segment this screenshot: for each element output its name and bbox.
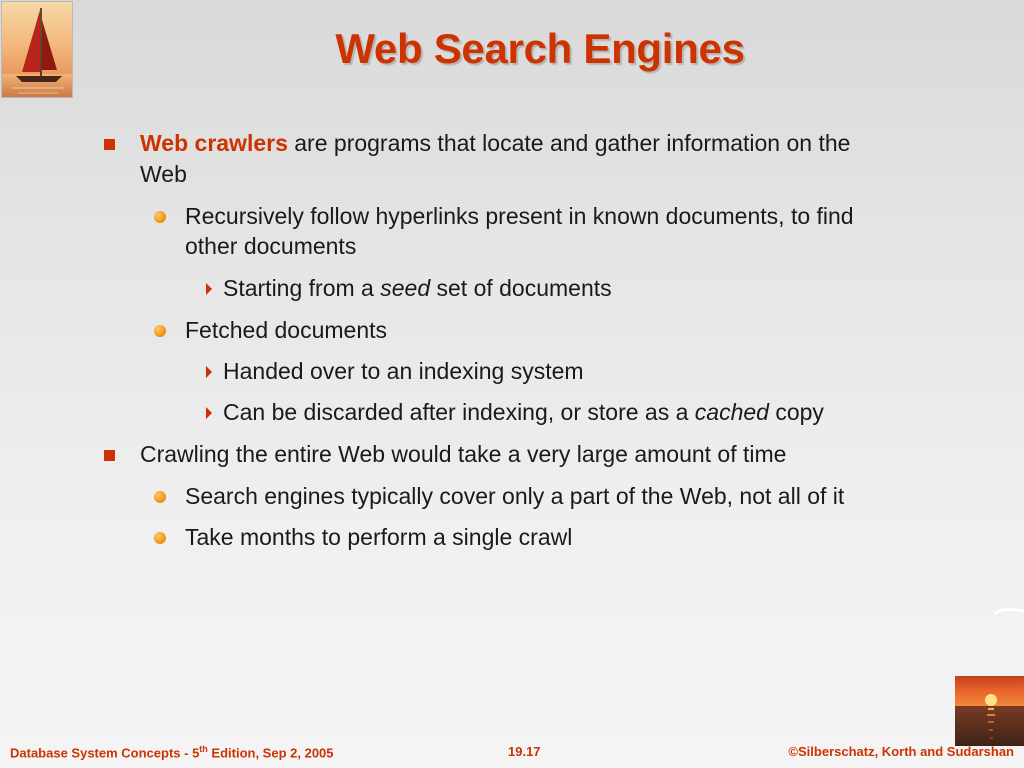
bullet-text: other documents — [185, 233, 357, 259]
bullet-line — [185, 522, 572, 552]
bullet-line — [185, 201, 854, 231]
bullet-text: Can be discarded after indexing, or store as a — [223, 399, 695, 425]
triangle-bullet-icon — [206, 407, 212, 419]
bullet-text: set of documents — [430, 275, 612, 301]
footer-superscript: th — [199, 744, 208, 754]
bullet-text: Fetched documents — [185, 317, 388, 343]
triangle-bullet-icon — [206, 283, 212, 295]
bullet-text: Web — [140, 161, 187, 187]
bullet-text: copy — [768, 399, 824, 425]
round-bullet-icon — [154, 491, 166, 503]
square-bullet-icon — [104, 450, 115, 461]
term-web-crawlers: Web crawlers — [140, 130, 288, 156]
footer-text: Edition, Sep 2, 2005 — [207, 745, 334, 761]
footer-book-info — [10, 744, 334, 760]
bullet-text: Take months to perform a single crawl — [185, 524, 573, 550]
bullet-text: are programs that locate and gather information on the — [287, 130, 851, 156]
round-bullet-icon — [154, 532, 166, 544]
bullet-line — [140, 128, 850, 158]
bullet-line — [223, 397, 824, 427]
bullet-line — [185, 315, 387, 345]
bullet-text: Handed over to an indexing system — [223, 358, 584, 384]
footer-copyright: ©Silberschatz, Korth and Sudarshan — [788, 744, 1014, 759]
bullet-text: Crawling the entire Web would take a very large amount of time — [140, 441, 787, 467]
bullet-line — [140, 159, 187, 189]
bullet-line — [223, 356, 584, 386]
bullet-text: Recursively follow hyperlinks present in known documents, to find — [185, 203, 854, 229]
term-seed: seed — [380, 275, 431, 301]
slide-title: Web Search Engines — [335, 25, 745, 72]
round-bullet-icon — [154, 211, 166, 223]
square-bullet-icon — [104, 139, 115, 150]
triangle-bullet-icon — [206, 366, 212, 378]
bullet-text: Starting from a — [223, 275, 381, 301]
bullet-line — [185, 231, 356, 261]
term-cached: cached — [694, 399, 769, 425]
sunset-image-icon — [955, 676, 1024, 746]
bullet-line — [140, 439, 786, 469]
round-bullet-icon — [154, 325, 166, 337]
footer-text: Database System Concepts - 5 — [10, 745, 200, 761]
bullet-line — [223, 273, 612, 303]
bullet-text: Search engines typically cover only a part of the Web, not all of it — [185, 483, 845, 509]
bullet-line — [185, 481, 844, 511]
wave-decoration-icon — [994, 608, 1024, 616]
slide-number: 19.17 — [508, 744, 541, 759]
